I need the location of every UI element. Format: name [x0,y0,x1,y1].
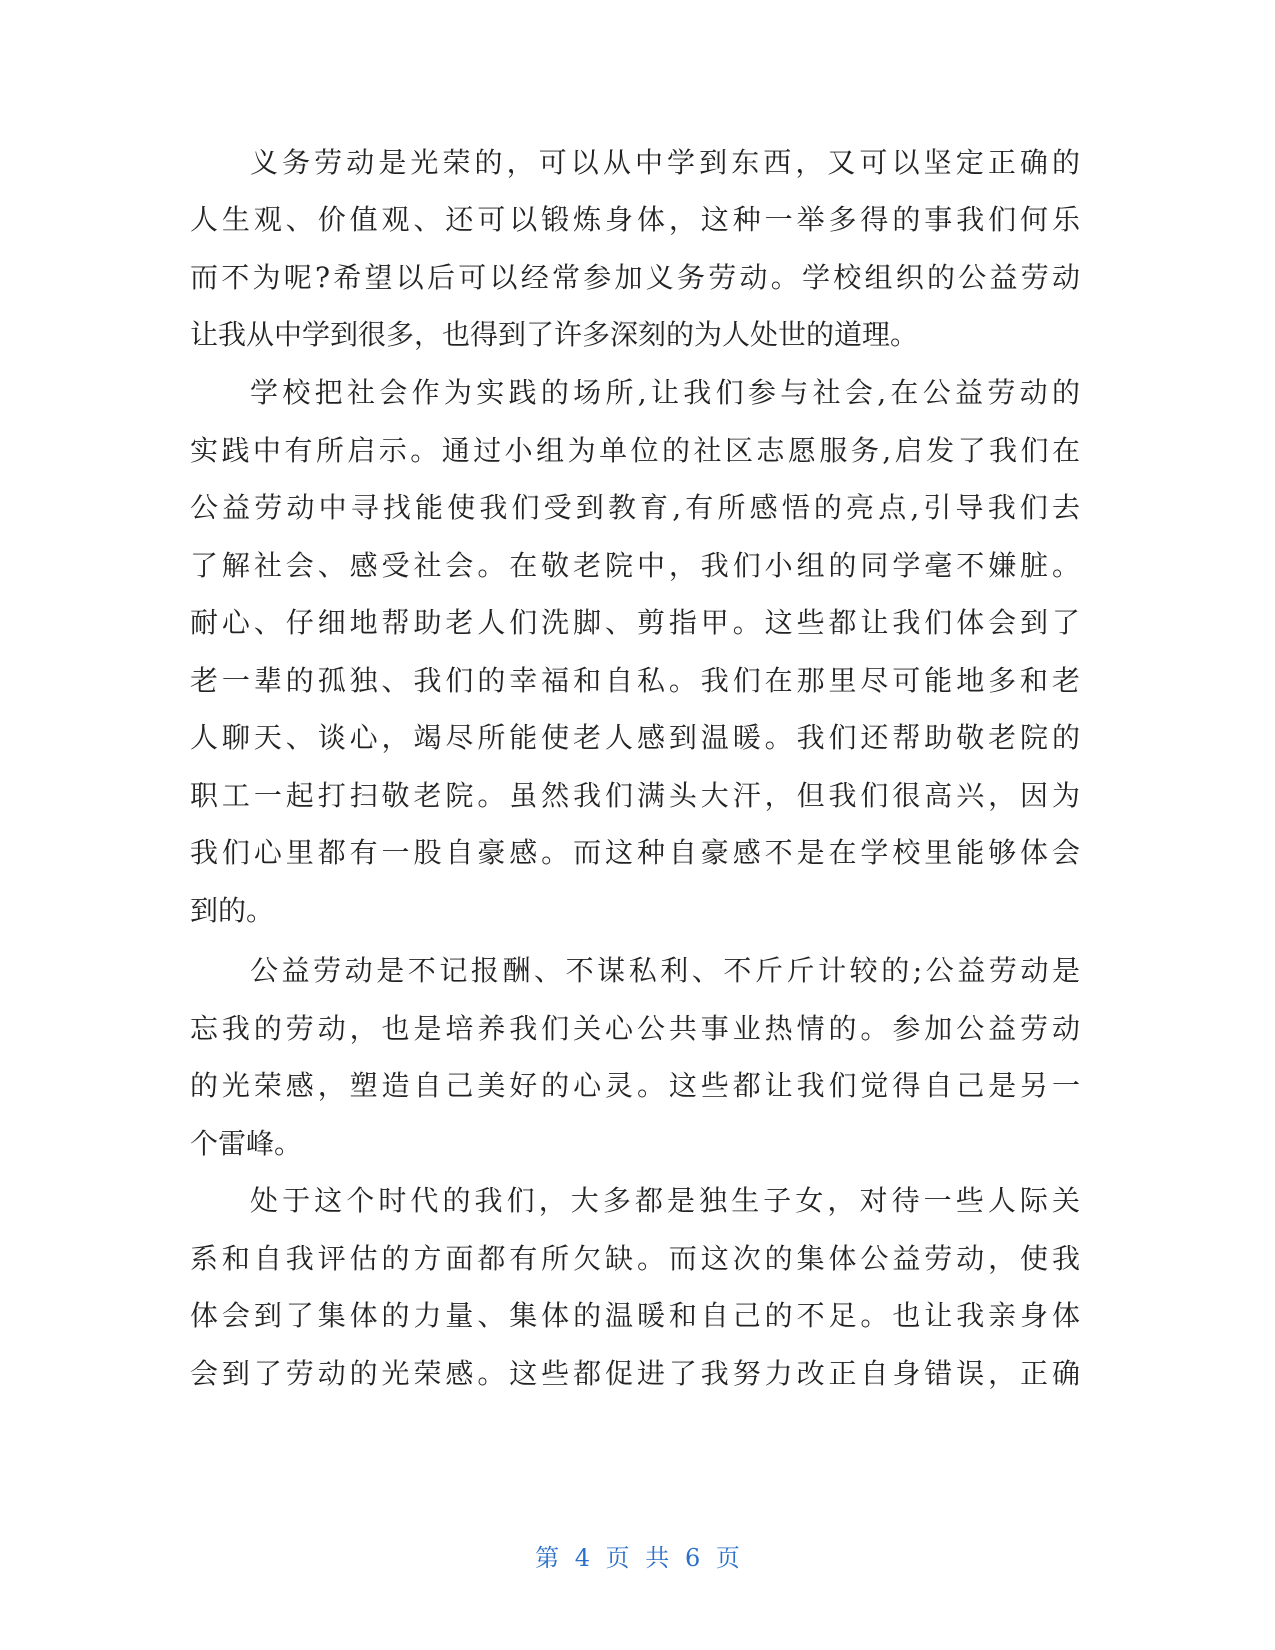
text-line: 老一辈的孤独、我们的幸福和自私。我们在那里尽可能地多和老 [190,664,1080,697]
text-line: 体会到了集体的力量、集体的温暖和自己的不足。也让我亲身体 [190,1299,1080,1332]
text-line: 会到了劳动的光荣感。这些都促进了我努力改正自身错误，正确 [190,1357,1080,1390]
text-line: 系和自我评估的方面都有所欠缺。而这次的集体公益劳动，使我 [190,1242,1080,1275]
text-line: 职工一起打扫敬老院。虽然我们满头大汗，但我们很高兴，因为 [190,779,1080,812]
text-line: 人聊天、谈心，竭尽所能使老人感到温暖。我们还帮助敬老院的 [190,721,1080,754]
text-line: 忘我的劳动，也是培养我们关心公共事业热情的。参加公益劳动 [190,1012,1080,1045]
page-number-footer: 第 4 页 共 6 页 [535,1544,740,1572]
text-line: 而不为呢?希望以后可以经常参加义务劳动。学校组织的公益劳动 [190,261,1080,294]
text-line: 到的。 [190,894,275,927]
text-line: 公益劳动是不记报酬、不谋私利、不斤斤计较的;公益劳动是 [250,954,1080,987]
text-line: 学校把社会作为实践的场所,让我们参与社会,在公益劳动的 [250,376,1080,409]
text-line: 的光荣感，塑造自己美好的心灵。这些都让我们觉得自己是另一 [190,1069,1080,1102]
text-line: 人生观、价值观、还可以锻炼身体，这种一举多得的事我们何乐 [190,203,1080,236]
text-line: 耐心、仔细地帮助老人们洗脚、剪指甲。这些都让我们体会到了 [190,606,1080,639]
text-line: 我们心里都有一股自豪感。而这种自豪感不是在学校里能够体会 [190,836,1080,869]
text-line: 实践中有所启示。通过小组为单位的社区志愿服务,启发了我们在 [190,434,1080,467]
text-line: 公益劳动中寻找能使我们受到教育,有所感悟的亮点,引导我们去 [190,491,1080,524]
text-line: 个雷峰。 [190,1127,303,1160]
text-line: 义务劳动是光荣的，可以从中学到东西，又可以坚定正确的 [250,146,1080,179]
text-line: 让我从中学到很多，也得到了许多深刻的为人处世的道理。 [190,318,919,351]
text-line: 处于这个时代的我们，大多都是独生子女，对待一些人际关 [250,1184,1080,1217]
text-line: 了解社会、感受社会。在敬老院中，我们小组的同学毫不嫌脏。 [190,549,1080,582]
